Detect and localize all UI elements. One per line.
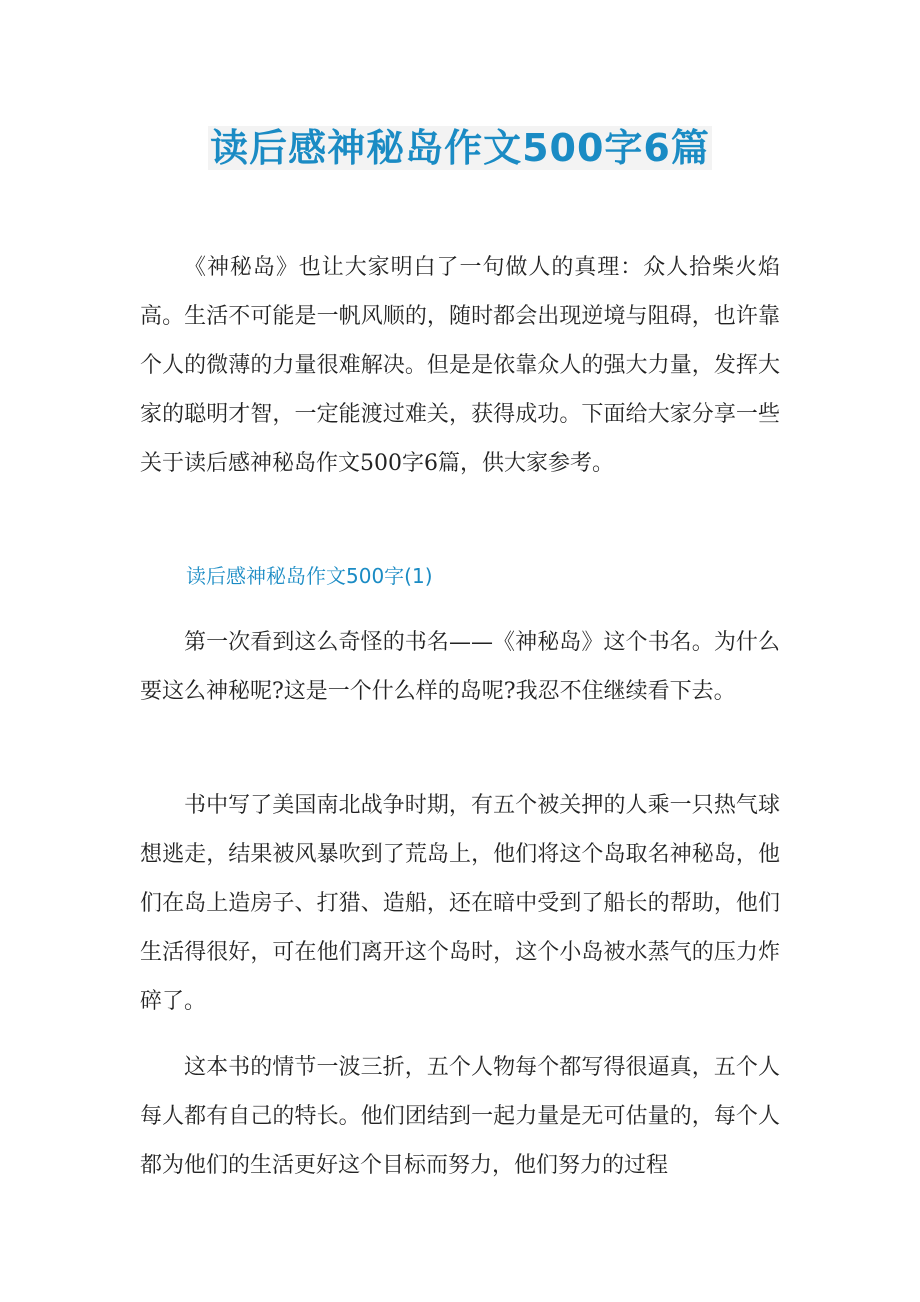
intro-paragraph: 《神秘岛》也让大家明白了一句做人的真理：众人拾柴火焰高。生活不可能是一帆风顺的，随时都会出现逆境与阻碍，也许靠个人的微薄的力量很难解决。但是是依靠众人的强大力量，发挥大家的聪明才智，一定能渡过难关，获得成功。下面给大家分享一些关于读后感神秘岛作文500字6篇，供大家参考。 xyxy=(140,255,780,476)
document-title-text: 读后感神秘岛作文500字6篇 xyxy=(210,126,710,170)
document-title xyxy=(0,118,920,178)
section-heading: 读后感神秘岛作文500字(1) xyxy=(186,564,433,588)
body-paragraph: 第一次看到这么奇怪的书名——《神秘岛》这个书名。为什么要这么神秘呢?这是一个什么样的岛呢?我忍不住继续看下去。 xyxy=(140,630,780,704)
body-paragraph: 这本书的情节一波三折，五个人物每个都写得很逼真，五个人每人都有自己的特长。他们团结到一起力量是无可估量的，每个人都为他们的生活更好这个目标而努力，他们努力的过程 xyxy=(140,1055,780,1178)
body-paragraph: 书中写了美国南北战争时期，有五个被关押的人乘一只热气球想逃走，结果被风暴吹到了荒岛上，他们将这个岛取名神秘岛，他们在岛上造房子、打猎、造船，还在暗中受到了船长的帮助，他们生活得很好，可在他们离开这个岛时，这个小岛被水蒸气的压力炸碎了。 xyxy=(140,793,780,1014)
